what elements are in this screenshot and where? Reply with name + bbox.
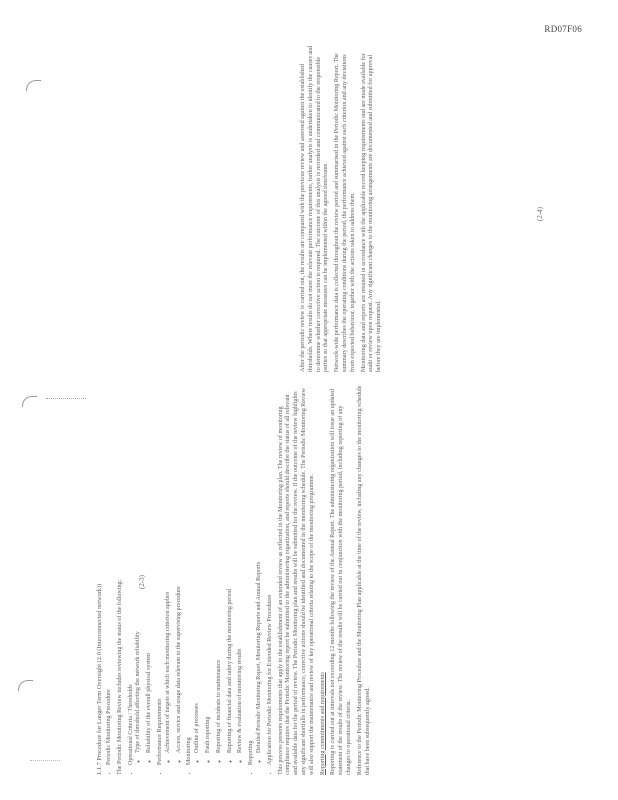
punch-dots-middle [46,398,86,399]
notes-heading: Reporting commitments and requirements [319,672,326,775]
page-identifier: RD07F06 [544,24,582,34]
body-paragraph: This process presents requirements that apply to the establishment of an extended review as reflected in the Monitoring plan. The review of monitoring compliance requires that the Periodic Monitoring report be submitted to the administering organization, and reports should describe the status of all relevant and available data for the period of review. The Periodic Monitoring plan and results will be submitted for the review. If the outcome of the review highlights any significant shortfalls in performance, corrective actions should be identified and documented in the monitoring schedule. The Periodic Monitoring Review will also support the maintenance and review of key operational criteria relating to the scope of the monitoring programme. [277,388,315,775]
left-page-number: (2-3) [138,575,146,589]
group-subitem: ◦ Review & evaluation of monitoring results [237,385,245,753]
section-heading: 1.1.7 Procedure for Longer Term Oversight (2.0 (Interconnected network)) [96,583,103,775]
group-subitem: ◦ Reporting of incidents to maintenance [216,385,224,753]
group-sublist [194,385,245,765]
left-page-column [96,385,516,775]
group-subitem: ◦ Outline of processes [194,385,202,753]
review-groups [128,385,264,775]
group-subitem: ◦ Fault reporting [205,385,213,753]
right-paragraph-3: Monitoring data and reports are retained in accordance with the applicable record keeping requirements and are made available for audit or review upon request. Any significant changes to the monitoring arrangements are documented and submitted for approval before they are implemented. [360,53,383,372]
group-sublist [256,385,264,765]
group-subitem: ◦ Achievement of targets at which each monitoring criterion applies [165,385,173,753]
right-paragraph-2: Network-wide performance data is collected throughout the review period and summarised in the Periodic Monitoring Report. The summary describes the operating conditions during the period, the performance achieved against each criterion and any deviations from expected behaviour, together with the actions taken to address them. [334,53,356,372]
right-paragraph-1: After the periodic review is carried out, the results are compared with the previous review and assessed against the established thresholds. Where results do not meet the relevant performance requirements, further analysis is undertaken to identify the causes and to determine whether corrective action is required. The outcome of this analysis is recorded and communicated to the responsible parties so that appropriate measures can be implemented within the agreed timeframe. [300,45,330,372]
right-page-column [300,42,600,372]
group-sublist [165,385,184,765]
subsection-list [267,385,275,775]
group-subitem: ◦ Detailed Periodic Monitoring Report, Monitoring Reports and Annual Reports [256,385,264,753]
binder-hole-mark-top [26,80,41,91]
right-page-number: (2-4) [536,207,544,221]
binder-hole-mark-bottom [18,680,33,691]
group-subitem: ◦ Reporting of financial data and safety during the monitoring period [227,385,235,753]
group-label: Operational Criteria / Thresholds [127,684,134,765]
notes-paragraph: Reporting is carried out at intervals not exceeding 12 months following the review of the Annual Report. The administering organization will issue an updated statement of the results of the review. The review of the results will be carried out in conjunction with the monitoring period, including reporting of any changes to operational criteria. [330,389,352,775]
group-item [157,385,183,765]
intro-paragraph: The Periodic Monitoring Review includes reviewing the status of the following: [116,579,123,775]
punch-dots-bottom [30,760,60,761]
group-subitem: ◦ Access, service and usage data relevant to the supervising procedure [176,385,184,753]
binder-hole-mark-middle [22,396,37,407]
subheading-list [106,385,114,775]
footnote-paragraph: Reference to the Periodic Monitoring Procedure and the Monitoring Plan applicable at the time of the review, including any changes to the monitoring schedule that have been subsequently agreed. [356,385,371,775]
group-label: Performance Requirements [156,698,163,765]
group-item [186,385,245,765]
subheading: • Periodic Monitoring Procedure [106,385,114,765]
group-label: Reporting [248,740,255,765]
subsection-heading: • Application for Periodic Monitoring for Extended Review Procedures [267,385,275,765]
group-label: Monitoring [186,737,193,765]
group-subitem: ◦ Reliability of the overall physical system [146,385,154,753]
group-item [248,385,264,765]
group-subitem: ◦ Type of threshold affecting the network reliability [135,385,143,753]
